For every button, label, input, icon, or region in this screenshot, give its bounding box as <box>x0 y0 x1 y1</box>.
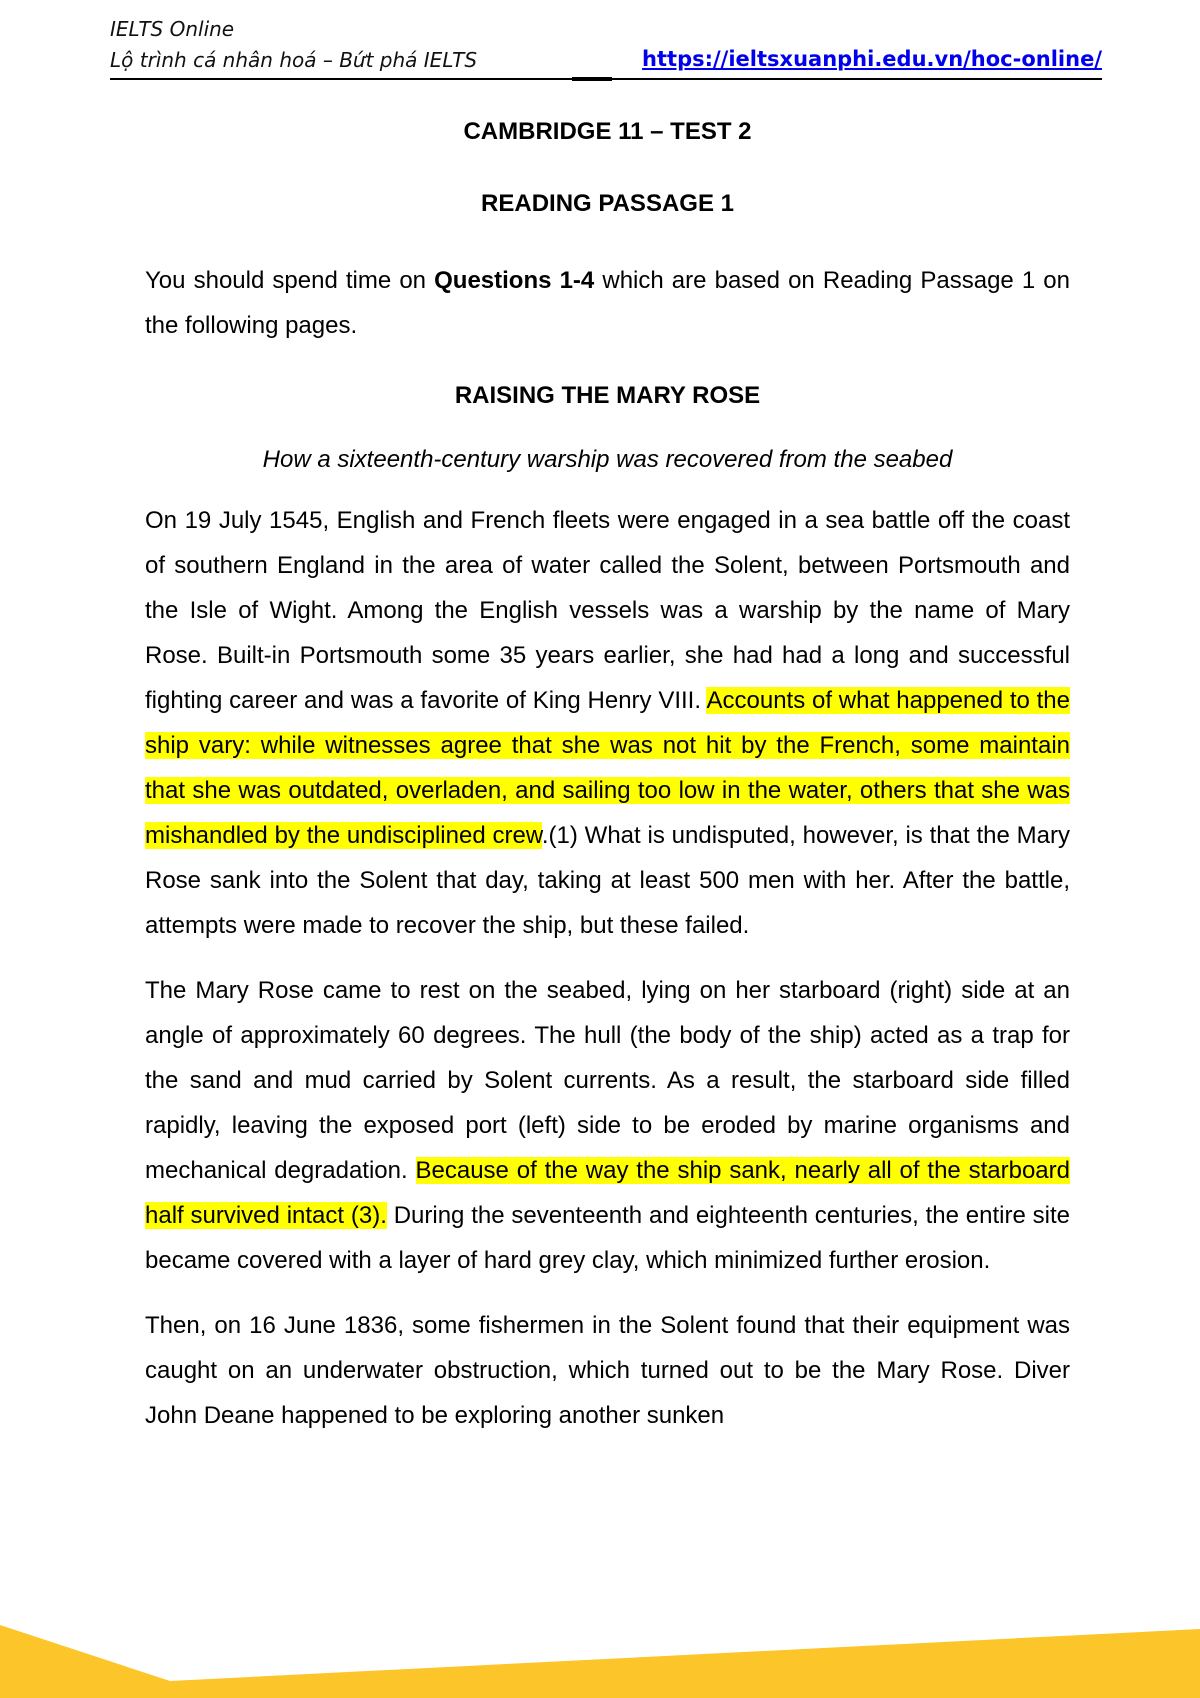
header-line-2: Lộ trình cá nhân hoá – Bứt phá IELTS <box>110 48 478 72</box>
header-line-1: IELTS Online <box>110 17 235 41</box>
paragraph-2 <box>145 968 1070 1283</box>
page-header <box>110 14 1102 80</box>
paragraph-3-text-a: Then, on 16 June 1836, some fishermen in the Solent found that their equipment was caught on an underwater obstruction, which turned out to be the Mary Rose. Diver John Deane happened to be exploring another sunken <box>145 1312 1070 1429</box>
instructions-questions: Questions 1-4 <box>434 267 595 294</box>
header-website-link[interactable]: https://ieltsxuanphi.edu.vn/hoc-online/ <box>642 47 1102 71</box>
paragraph-1 <box>145 498 1070 948</box>
paragraph-2-text-b: During the seventeenth and eighteenth centuries, the entire site became covered with a layer of hard grey clay, which minimized further erosion. <box>145 1202 1070 1274</box>
paragraph-2-highlight: Because of the way the ship sank, nearly all of the starboard half survived intact (3). <box>145 1157 1070 1229</box>
paragraph-3 <box>145 1303 1070 1438</box>
section-heading: READING PASSAGE 1 <box>481 190 734 217</box>
document-title: CAMBRIDGE 11 – TEST 2 <box>463 118 752 145</box>
footer-decoration <box>0 1603 1200 1698</box>
instructions <box>145 258 1070 348</box>
paragraph-1-highlight: Accounts of what happened to the ship vary: while witnesses agree that she was not hit by the French, some maintain that she was outdated, overladen, and sailing too low in the water, others that she was mishandled by the undisciplined crew <box>145 687 1071 849</box>
paragraph-1-text-b: .(1) What is undisputed, however, is that the Mary Rose sank into the Solent that day, taking at least 500 men with her. After the battle, attempts were made to recover the ship, but these failed. <box>145 822 1070 939</box>
instructions-text-b: which are based on Reading Passage 1 on the following pages. <box>145 267 1070 339</box>
passage-subtitle: How a sixteenth-century warship was recovered from the seabed <box>262 446 953 473</box>
header-divider-mark <box>572 77 612 81</box>
document-body <box>145 112 1070 1458</box>
footer-wave-shape <box>0 1625 1200 1698</box>
instructions-text-a: You should spend time on <box>145 267 435 294</box>
paragraph-2-text-a: The Mary Rose came to rest on the seabed, lying on her starboard (right) side at an angle of approximately 60 degrees. The hull (the body of the ship) acted as a trap for the sand and mud carried by Solent currents. As a result, the starboard side filled rapidly, leaving the exposed port (left) side to be eroded by marine organisms and mechanical degradation. <box>145 977 1070 1184</box>
header-brand <box>110 14 477 76</box>
passage-title: RAISING THE MARY ROSE <box>454 382 761 409</box>
paragraph-1-text-a: On 19 July 1545, English and French fleets were engaged in a sea battle off the coast of southern England in the area of water called the Solent, between Portsmouth and the Isle of Wight. Among the English vessels was a warship by the name of Mary Rose. Built-in Portsmouth some 35 years earlier, she had had a long and successful fighting career and was a favorite of King Henry VIII. <box>145 507 1070 714</box>
